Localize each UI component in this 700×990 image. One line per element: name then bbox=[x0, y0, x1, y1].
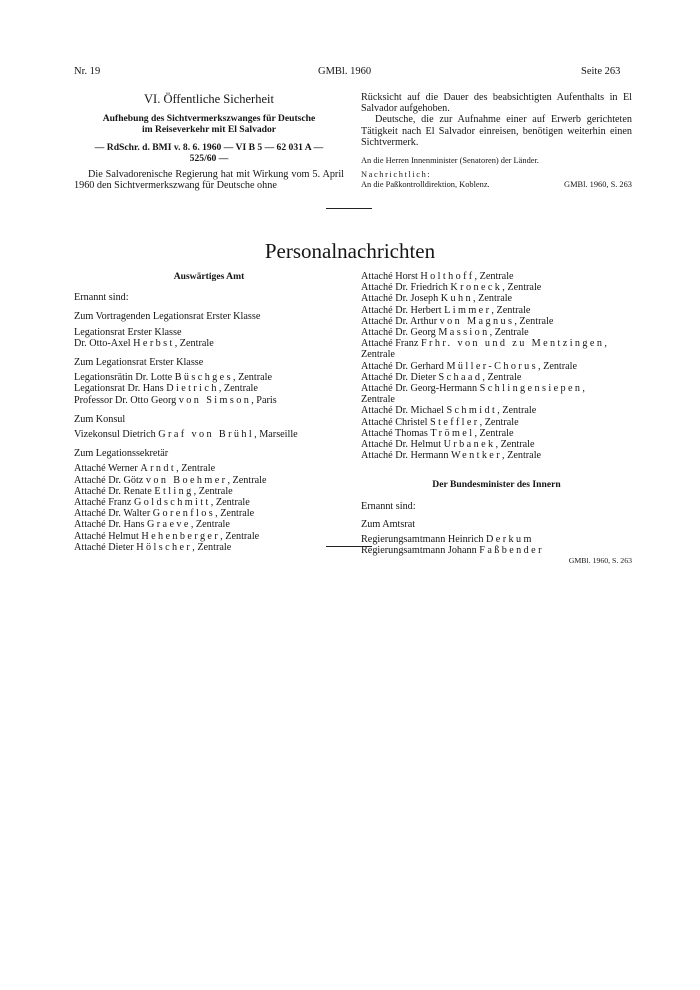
section-public-safety-continued bbox=[361, 92, 632, 190]
section-divider bbox=[326, 208, 372, 209]
appointment-entry bbox=[361, 327, 632, 338]
entry-prefix: Attaché Christel bbox=[361, 416, 431, 428]
person-surname: Schlingensiepen bbox=[479, 383, 583, 395]
person-surname: Schaad bbox=[438, 371, 483, 383]
person-surname: Trömel bbox=[430, 427, 475, 439]
appointment-entry bbox=[74, 372, 344, 383]
personal-news-title: Personalnachrichten bbox=[264, 239, 436, 263]
appointment-entry bbox=[361, 450, 632, 461]
entry-prefix: Attaché Dr. Gerhard bbox=[361, 360, 447, 372]
appointment-rank-label: Zum Vortragenden Legationsrat Erster Klasse bbox=[74, 311, 261, 323]
entry-location: , Zentrale bbox=[474, 427, 514, 439]
addressee: An die Herren Innenminister (Senatoren) der Länder. bbox=[361, 156, 539, 166]
entry-location: , Zentrale bbox=[473, 293, 513, 305]
appointment-entry bbox=[74, 338, 344, 349]
foreign-office-section bbox=[74, 271, 344, 553]
entry-prefix: Attaché Werner bbox=[74, 463, 141, 475]
appointment-entry bbox=[361, 417, 632, 428]
entry-location: , Zentrale bbox=[538, 360, 578, 372]
article-reference-line-1: — RdSchr. d. BMI v. 8. 6. 1960 — VI B 5 — 62 031 A — bbox=[94, 142, 324, 153]
appointment-entry bbox=[74, 486, 344, 497]
copy-line bbox=[361, 180, 632, 190]
person-surname: Steffler bbox=[430, 416, 480, 428]
article-title-line-1: Aufhebung des Sichtvermerkszwanges für Deutsche bbox=[102, 113, 316, 124]
entry-prefix: Attaché Thomas bbox=[361, 427, 431, 439]
entry-prefix: Attaché Helmut bbox=[74, 530, 142, 542]
person-surname: Goldschmitt bbox=[133, 497, 211, 509]
appointment-entry bbox=[74, 395, 344, 406]
header-page-number: Seite 263 bbox=[581, 66, 621, 77]
entry-prefix: Dr. Otto-Axel bbox=[74, 337, 134, 349]
appointment-group bbox=[74, 414, 344, 440]
person-surname: von Simson bbox=[178, 394, 252, 406]
appointment-entry bbox=[361, 428, 632, 439]
appointment-entries bbox=[74, 372, 344, 406]
entry-prefix: Attaché Dr. Friedrich bbox=[361, 282, 451, 294]
entry-location: , Zentrale bbox=[482, 371, 522, 383]
entry-prefix: Attaché Dr. Dieter bbox=[361, 371, 439, 383]
entry-location: , Zentrale bbox=[215, 508, 255, 520]
appointment-entry bbox=[361, 361, 632, 372]
appointment-groups bbox=[74, 311, 344, 553]
entry-location: , Zentrale bbox=[190, 519, 230, 531]
appointment-entry bbox=[74, 508, 344, 519]
entry-prefix: Attaché Dr. Arthur bbox=[361, 315, 440, 327]
entry-prefix: Attaché Franz bbox=[361, 338, 421, 350]
entry-location: , Zentrale bbox=[210, 497, 250, 509]
appointment-entry bbox=[74, 475, 344, 486]
appointment-group bbox=[74, 357, 344, 406]
entry-prefix: Attaché Dieter bbox=[74, 541, 137, 553]
entry-location: , bbox=[604, 338, 607, 350]
appointment-entry bbox=[74, 519, 344, 530]
person-surname: von Magnus bbox=[439, 315, 515, 327]
appointment-group bbox=[74, 448, 344, 553]
entry-location: , Paris bbox=[251, 394, 277, 406]
entry-location: , Zentrale bbox=[489, 327, 529, 339]
interior-ministry-heading: Der Bundesminister des Innern bbox=[432, 479, 561, 491]
entry-prefix: Regierungsamtmann Johann bbox=[361, 545, 480, 557]
header-issue-number: Nr. 19 bbox=[74, 66, 101, 77]
person-surname: Kuhn bbox=[440, 293, 474, 305]
entry-location: , Zentrale bbox=[227, 474, 267, 486]
bottom-divider bbox=[326, 546, 372, 547]
entry-prefix: Attaché Horst bbox=[361, 271, 421, 282]
appointment-group bbox=[74, 311, 344, 349]
interior-group-label: Zum Amtsrat bbox=[361, 518, 416, 530]
appointment-entry bbox=[361, 439, 632, 450]
appointment-entries bbox=[74, 327, 344, 349]
section-heading: VI. Öffentliche Sicherheit bbox=[144, 92, 274, 106]
entry-prefix: Legationsrat Dr. Hans bbox=[74, 383, 167, 395]
appointment-entry bbox=[74, 531, 344, 542]
entry-prefix: Legationsrätin Dr. Lotte bbox=[74, 372, 175, 384]
appointment-entries bbox=[74, 463, 344, 553]
appointment-entry bbox=[361, 271, 632, 282]
attache-list bbox=[361, 271, 632, 461]
entry-prefix: Attaché Dr. Helmut bbox=[361, 439, 444, 451]
appointment-entry bbox=[361, 282, 632, 293]
appointment-entries bbox=[74, 429, 344, 440]
entry-location: , Zentrale bbox=[220, 530, 260, 542]
personal-citation: GMBl. 1960, S. 263 bbox=[568, 556, 632, 566]
person-surname: Etling bbox=[154, 485, 194, 497]
person-surname: Urbanek bbox=[443, 439, 496, 451]
header-journal: GMBl. 1960 bbox=[318, 66, 372, 77]
person-surname: Herbst bbox=[133, 337, 175, 349]
entry-location: , Zentrale bbox=[176, 463, 216, 475]
appointment-entry bbox=[361, 305, 632, 316]
person-surname: Müller-Chorus bbox=[446, 360, 538, 372]
appointment-entry bbox=[361, 383, 632, 394]
entry-location: , Zentrale bbox=[502, 450, 542, 462]
entry-location: , Zentrale bbox=[495, 439, 535, 451]
article-paragraph-2: Deutsche, die zur Aufnahme einer auf Erwerb gerichteten Tätigkeit nach El Salvador einreisen, benötigen weiterhin einen Sichtvermerk. bbox=[361, 114, 632, 148]
appointment-entry bbox=[74, 327, 344, 338]
interior-intro: Ernannt sind: bbox=[361, 500, 416, 512]
appointment-entry bbox=[74, 429, 344, 440]
appointment-entry bbox=[361, 338, 632, 349]
person-surname: Graf von Brühl bbox=[158, 429, 255, 441]
entry-prefix: Attaché Dr. Götz bbox=[74, 474, 146, 486]
entry-location: , Zentrale bbox=[474, 271, 514, 282]
entry-location: , Zentrale bbox=[491, 304, 531, 316]
entry-prefix: Attaché Dr. Renate bbox=[74, 485, 155, 497]
person-surname: Frhr. von und zu Mentzingen bbox=[420, 338, 605, 350]
article-paragraph-1-end: Rücksicht auf die Dauer des beabsichtigten Aufenthalts in El Salvador aufgehoben. bbox=[361, 92, 632, 115]
entry-location: , Zentrale bbox=[218, 383, 258, 395]
appointment-entry bbox=[361, 316, 632, 327]
entry-prefix: Attaché Dr. Joseph bbox=[361, 293, 441, 305]
entry-continuation: Zentrale bbox=[361, 394, 395, 406]
person-surname: Graeve bbox=[147, 519, 191, 531]
person-surname: Hehenberger bbox=[141, 530, 221, 542]
entry-location: , Marseille bbox=[254, 429, 298, 441]
entry-location: , Zentrale bbox=[479, 416, 519, 428]
person-surname: Gorenflos bbox=[152, 508, 216, 520]
appointment-entry bbox=[361, 293, 632, 304]
article-reference-line-2: 525/60 — bbox=[189, 153, 229, 164]
appointment-rank-label: Zum Konsul bbox=[74, 413, 126, 425]
appointment-entry bbox=[74, 542, 344, 553]
person-surname: Arndt bbox=[140, 463, 177, 475]
entry-location: , Zentrale bbox=[514, 315, 554, 327]
appointment-entry bbox=[74, 497, 344, 508]
article-title-line-2: im Reiseverkehr mit El Salvador bbox=[141, 124, 277, 135]
entry-prefix: Attaché Dr. Walter bbox=[74, 508, 153, 520]
entry-continuation: Zentrale bbox=[361, 349, 395, 361]
appointment-entry bbox=[361, 545, 632, 556]
entry-prefix: Legationsrat Erster Klasse bbox=[74, 326, 182, 338]
entry-prefix: Regierungsamtmann Heinrich bbox=[361, 534, 487, 546]
person-surname: Hölscher bbox=[136, 541, 193, 553]
entry-prefix: Vizekonsul Dietrich bbox=[74, 429, 159, 441]
appointment-entry bbox=[74, 463, 344, 474]
entry-prefix: Professor Dr. Otto Georg bbox=[74, 394, 179, 406]
foreign-office-continued bbox=[361, 271, 632, 566]
entry-location: , Zentrale bbox=[232, 372, 272, 384]
entry-prefix: Attaché Dr. Herbert bbox=[361, 304, 445, 316]
entry-prefix: Attaché Dr. Michael bbox=[361, 405, 447, 417]
entry-prefix: Attaché Franz bbox=[74, 497, 134, 509]
interior-entries bbox=[361, 534, 632, 556]
nachrichtlich-label: Nachrichtlich: bbox=[361, 170, 432, 180]
appointment-rank-label: Zum Legationsrat Erster Klasse bbox=[74, 357, 204, 369]
section-public-safety bbox=[74, 92, 344, 191]
person-surname: Wentker bbox=[450, 450, 503, 462]
entry-location: , bbox=[582, 383, 585, 395]
entry-location: , Zentrale bbox=[497, 405, 537, 417]
person-surname: Schmidt bbox=[446, 405, 498, 417]
appointment-rank-label: Zum Legationssekretär bbox=[74, 448, 169, 460]
entry-location: , Zentrale bbox=[174, 337, 214, 349]
appointment-entry bbox=[361, 405, 632, 416]
entry-prefix: Attaché Dr. Hans bbox=[74, 519, 147, 531]
person-surname: Dietrich bbox=[166, 383, 219, 395]
entry-prefix: Attaché Dr. Hermann bbox=[361, 450, 451, 462]
copy-recipient: An die Paßkontrolldirektion, Koblenz. bbox=[361, 180, 490, 190]
person-surname: Limmer bbox=[444, 304, 492, 316]
appointment-entry bbox=[361, 372, 632, 383]
person-surname: von Boehmer bbox=[145, 474, 228, 486]
person-surname: Faßbender bbox=[479, 545, 544, 557]
article-citation: GMBl. 1960, S. 263 bbox=[564, 180, 632, 190]
foreign-office-heading: Auswärtiges Amt bbox=[173, 271, 245, 282]
entry-location: , Zentrale bbox=[193, 485, 233, 497]
entry-location: , Zentrale bbox=[502, 282, 542, 294]
foreign-office-intro: Ernannt sind: bbox=[74, 292, 129, 304]
entry-prefix: Attaché Dr. Georg bbox=[361, 327, 439, 339]
person-surname: Büschges bbox=[174, 372, 233, 384]
appointment-entry bbox=[361, 534, 632, 545]
person-surname: Kroneck bbox=[450, 282, 503, 294]
person-surname: Derkum bbox=[486, 534, 534, 546]
person-surname: Massion bbox=[438, 327, 490, 339]
entry-prefix: Attaché Dr. Georg-Hermann bbox=[361, 383, 480, 395]
entry-location: , Zentrale bbox=[192, 541, 232, 553]
appointment-entry bbox=[74, 383, 344, 394]
person-surname: Holthoff bbox=[420, 271, 475, 282]
article-paragraph-1-start: Die Salvadorenische Regierung hat mit Wirkung vom 5. April 1960 den Sichtvermerkszwang für Deutsche ohne bbox=[74, 169, 344, 192]
